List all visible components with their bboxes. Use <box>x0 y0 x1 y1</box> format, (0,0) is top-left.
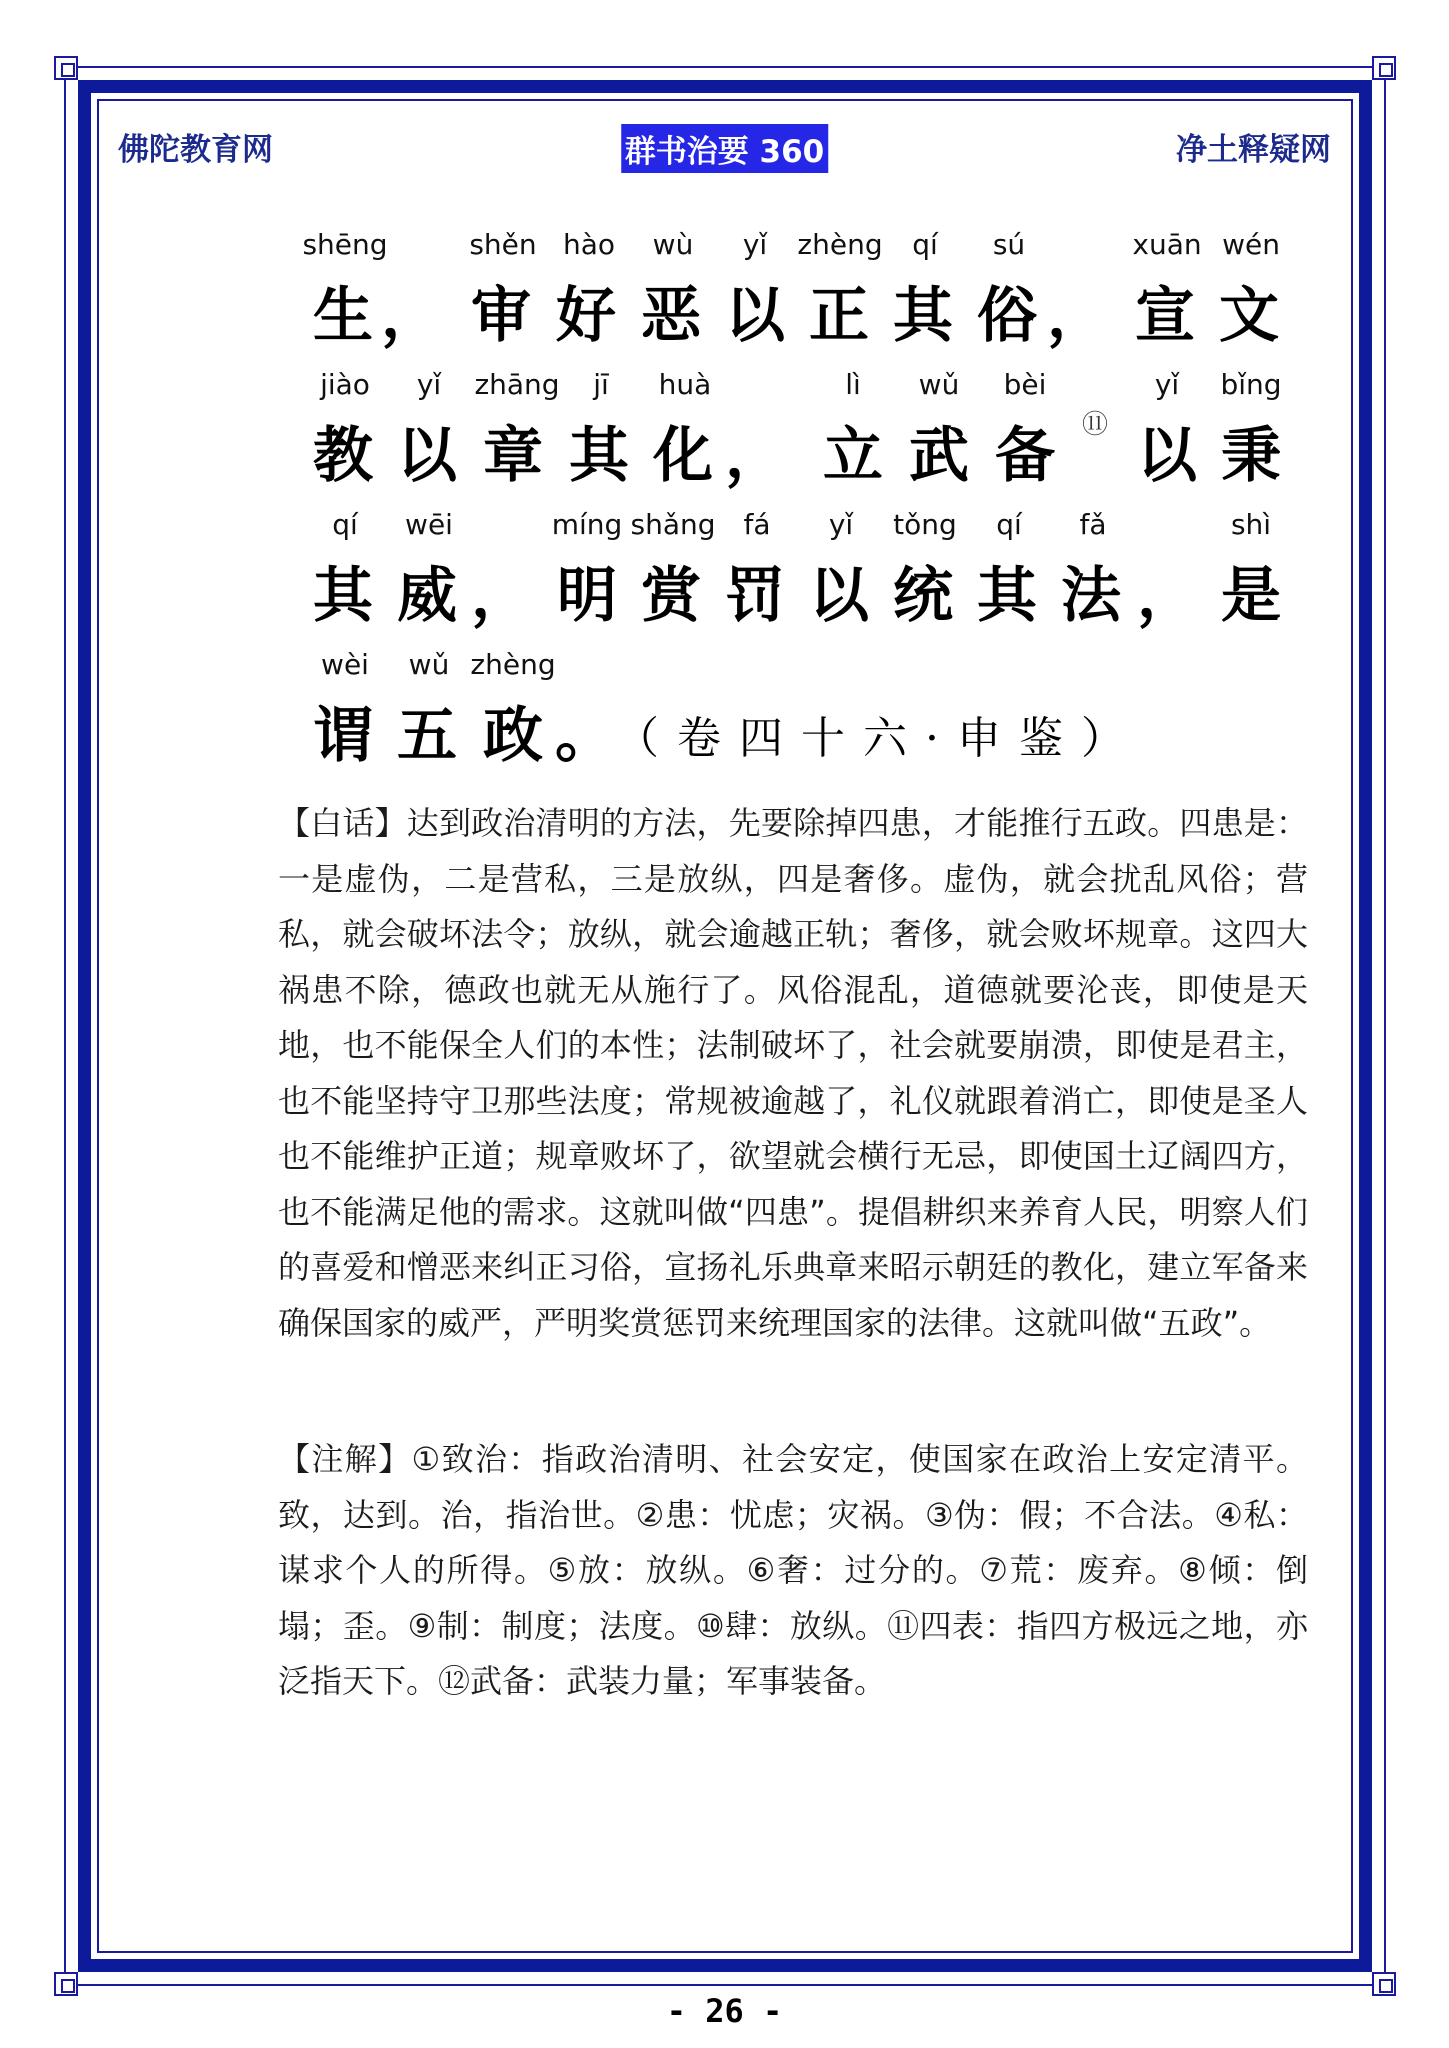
classical-char: 以 <box>809 561 869 631</box>
classical-char: 正 <box>809 281 869 351</box>
classical-char: 以 <box>1137 421 1197 491</box>
corner-ornament-top-left <box>54 56 78 80</box>
pinyin: wēi <box>405 508 453 541</box>
classical-char: 政 <box>483 701 543 771</box>
pinyin: xuān <box>1132 228 1202 261</box>
pinyin: huà <box>658 368 712 401</box>
pinyin: fǎ <box>1079 508 1107 541</box>
header-book-title: 群书治要 360 <box>621 124 829 173</box>
pinyin: wén <box>1222 228 1280 261</box>
classical-char: 武 <box>909 421 969 491</box>
pinyin: fá <box>743 508 771 541</box>
pinyin: míng <box>551 508 623 541</box>
pinyin: wù <box>652 228 694 261</box>
classical-char: 立 <box>823 421 883 491</box>
pinyin: wǔ <box>918 368 960 401</box>
pinyin: qí <box>912 228 938 261</box>
classical-char: 秉 <box>1221 421 1281 491</box>
pinyin: tǒng <box>893 508 957 541</box>
classical-char: 。 <box>555 701 615 771</box>
pinyin: zhèng <box>797 228 883 261</box>
note-marker-11: ⑪ <box>1081 410 1109 440</box>
pinyin: shēng <box>302 228 388 261</box>
classical-char: 统 <box>893 561 953 631</box>
classical-char: ， <box>1047 281 1107 351</box>
pinyin: qí <box>996 508 1022 541</box>
classical-line-4 <box>305 648 1285 771</box>
pinyin: jiào <box>320 368 370 401</box>
pinyin: zhèng <box>470 648 556 681</box>
header-left-site: 佛陀教育网 <box>118 132 273 168</box>
pinyin: zhāng <box>474 368 560 401</box>
pinyin: wǔ <box>408 648 450 681</box>
classical-char: 俗 <box>977 281 1037 351</box>
pinyin: yǐ <box>416 368 442 401</box>
pinyin: shěn <box>469 228 537 261</box>
page-number: - 26 - <box>666 1992 783 2030</box>
classical-line-2 <box>305 368 1285 491</box>
classical-char: 明 <box>557 561 617 631</box>
pinyin: lì <box>845 368 861 401</box>
pinyin: shǎng <box>630 508 716 541</box>
classical-char: 文 <box>1219 281 1279 351</box>
source-citation: （卷四十六·申鉴） <box>615 713 1143 764</box>
classical-char: 好 <box>556 281 616 351</box>
pinyin: sú <box>992 228 1026 261</box>
classical-char: 其 <box>977 561 1037 631</box>
classical-char: 其 <box>893 281 953 351</box>
pinyin: yǐ <box>742 228 768 261</box>
classical-char: 备 <box>995 421 1055 491</box>
classical-char: 法 <box>1061 561 1121 631</box>
classical-char: 审 <box>471 281 531 351</box>
classical-char: 威 <box>397 561 457 631</box>
classical-char: 五 <box>397 701 457 771</box>
classical-char: 其 <box>569 421 629 491</box>
pinyin: yǐ <box>1154 368 1180 401</box>
classical-char: 谓 <box>313 701 373 771</box>
corner-ornament-bottom-right <box>1372 1972 1396 1996</box>
pinyin: yǐ <box>828 508 854 541</box>
pinyin: bèi <box>1003 368 1047 401</box>
pinyin: wèi <box>321 648 369 681</box>
classical-char: 教 <box>313 421 373 491</box>
classical-char: 化 <box>653 421 713 491</box>
pinyin: hào <box>562 228 616 261</box>
classical-line-3 <box>305 508 1285 631</box>
classical-char: 以 <box>397 421 457 491</box>
pinyin: shì <box>1230 508 1272 541</box>
classical-char: 赏 <box>641 561 701 631</box>
classical-char: 恶 <box>641 281 701 351</box>
classical-char: 宣 <box>1135 281 1195 351</box>
baihua-paragraph: 【白话】达到政治清明的方法，先要除掉四患，才能推行五政。四患是：一是虚伪，二是营私，三是放纵，四是奢侈。虚伪，就会扰乱风俗；营私，就会破坏法令；放纵，就会逾越正轨；奢侈，就会败坏规章。这四大祸患不除，德政也就无从施行了。风俗混乱，道德就要沦丧，即使是天地，也不能保全人们的本性；法制破坏了，社会就要崩溃，即使是君主，也不能坚持守卫那些法度；常规被逾越了，礼仪就跟着消亡，即使是圣人也不能维护正道；规章败坏了，欲望就会横行无忌，即使国土辽阔四方，也不能满足他的需求。这就叫做“四患”。提倡耕织来养育人民，明察人们的喜爱和憎恶来纠正习俗，宣扬礼乐典章来昭示朝廷的教化，建立军备来确保国家的威严，严明奖赏惩罚来统理国家的法律。这就叫做“五政”。 <box>278 804 1308 1342</box>
corner-ornament-top-right <box>1372 56 1396 80</box>
header-right-site: 净土释疑网 <box>1176 132 1331 168</box>
pinyin: qí <box>332 508 358 541</box>
classical-char: 是 <box>1221 561 1281 631</box>
classical-char: 其 <box>313 561 373 631</box>
classical-char: ， <box>381 281 441 351</box>
classical-char: 以 <box>725 281 785 351</box>
pinyin: bǐng <box>1220 368 1282 401</box>
zhujie-paragraph: 【注解】①致治：指政治清明、社会安定，使国家在政治上安定清平。致，达到。治，指治世。②患：忧虑；灾祸。③伪：假；不合法。④私：谋求个人的所得。⑤放：放纵。⑥奢：过分的。⑦荒：废弃。⑧倾：倒塌；歪。⑨制：制度；法度。⑩肆：放纵。⑪四表：指四方极远之地，亦泛指天下。⑫武备：武装力量；军事装备。 <box>278 1440 1308 1700</box>
classical-char: 章 <box>483 421 543 491</box>
classical-char: ， <box>725 421 785 491</box>
classical-line-1 <box>302 228 1285 351</box>
classical-char: ， <box>1137 561 1197 631</box>
pinyin: jī <box>593 368 609 401</box>
classical-char: ， <box>471 561 531 631</box>
classical-char: 罚 <box>725 561 785 631</box>
classical-char: 生 <box>313 281 373 351</box>
corner-ornament-bottom-left <box>54 1972 78 1996</box>
